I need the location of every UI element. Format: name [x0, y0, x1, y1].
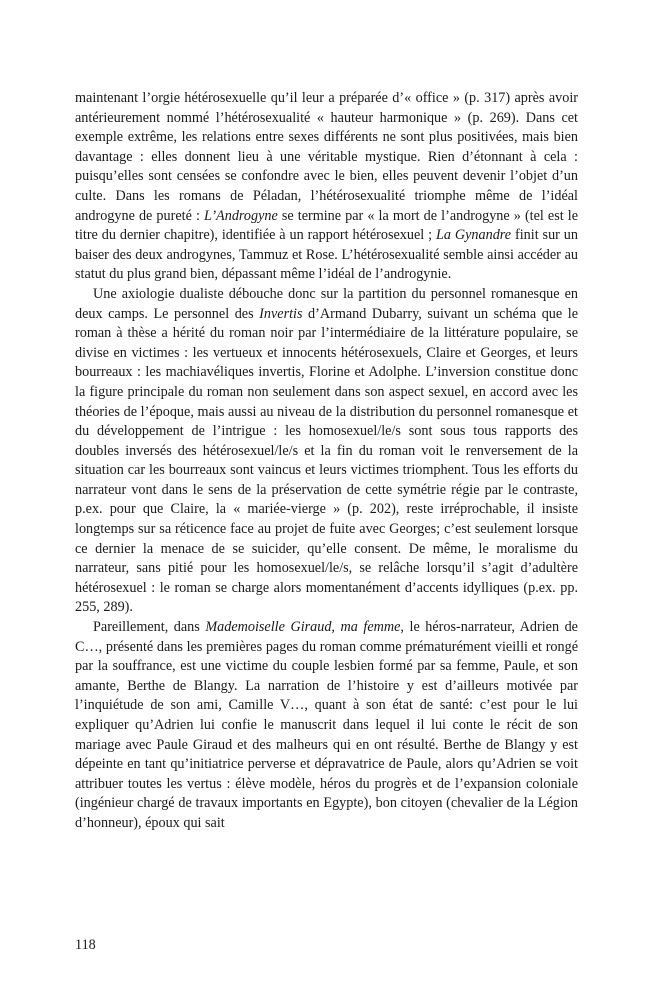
paragraph-2 — [75, 285, 578, 618]
italic-title: Invertis — [259, 305, 303, 322]
text-run: Une axiologie dualiste débouche donc sur la partition du personnel romanesque en deux camps. Le personnel des — [75, 285, 578, 322]
italic-title: Mademoiselle Giraud, ma femme — [205, 619, 401, 636]
body-text — [75, 89, 578, 834]
italic-title: La Gynandre — [435, 227, 512, 244]
paragraph-1 — [75, 89, 578, 285]
page-number: 118 — [75, 937, 96, 953]
text-run: d’Armand Dubarry, suivant un schéma que le roman à thèse a hérité du roman noir par l’intermédiaire de la littérature populaire, se divise en victimes : les vertueux et innocents hétérosexuels, Claire et Georges, et leurs bourreaux : les machiavéliques invertis, Florine et Adolphe. L’inversion constitue donc la figure principale du roman non seulement dans son aspect sexuel, en accord avec les théories de l’époque, mais aussi au niveau de la distribution du personnel romanesque et du développement de l’intrigue : les homosexuel/le/s sont sous tous rapports des doubles inversés des hétérosexuel/le/s et la fin du roman voit le renversement de la situation car les bourreaux sont vaincus et leurs victimes triomphent. Tous les efforts du narrateur vont dans le sens de la préservation de cette symétrie régie par le contraste, p.ex. pour que Claire, la « mariée-vierge » (p. 202), reste irréprochable, il insiste longtemps sur sa réticence face au projet de fuite avec Georges; c’est seulement lorsque ce dernier la menace de se suicider, qu’elle consent. De même, le moralisme du narrateur, sans pitié pour les homosexuel/le/s, se relâche lorsqu’il s’agit d’adultère hétérosexuel : le roman se charge alors momentanément d’accents idylliques (p.ex. pp. 255, 289). — [75, 305, 578, 616]
text-run: finit sur un baiser des deux androgynes, Tammuz et Rose. L’hétérosexualité semble ainsi accéder au statut du plus grand bien, dépassant même l’idéal de l’androgynie. — [75, 227, 578, 283]
italic-title: L’Androgyne — [203, 207, 278, 224]
text-run: Pareillement, dans — [93, 619, 206, 636]
text-run: se termine par « la mort de l’androgyne » (tel est le titre du dernier chapitre), identifiée à un rapport hétérosexuel ; — [75, 207, 578, 244]
text-run: maintenant l’orgie hétérosexuelle qu’il leur a préparée d’« office » (p. 317) après avoir antérieurement nommé l’hétérosexualité « hauteur harmonique » (p. 269). Dans cet exemple extrême, les relations entre sexes différents ne sont plus positivées, mais bien davantage : elles donnent lieu à une véritable mystique. Rien d’étonnant à cela : puisqu’elles sont censées se confondre avec le bien, elles peuvent devenir l’objet d’un culte. Dans les romans de Péladan, l’hétérosexualité triomphe même de l’idéal androgyne de pureté : — [75, 90, 578, 224]
text-run: , le héros-narrateur, Adrien de C…, présenté dans les premières pages du roman comme prématurément vieilli et rongé par la souffrance, est une victime du couple lesbien formé par sa femme, Paule, et son amante, Berthe de Blangy. La narration de l’histoire y est d’ailleurs motivée par l’inquiétude de son ami, Camille V…, quant à son état de santé: c’est pour le lui expliquer qu’Adrien lui confie le manuscrit dans lequel il lui conte le récit de son mariage avec Paule Giraud et des malheurs qui en ont résulté. Berthe de Blangy y est dépeinte en tant qu’initiatrice perverse et dépravatrice de Paule, alors qu’Adrien se voit attribuer toutes les vertus : élève modèle, héros du progrès et de l’expansion coloniale (ingénieur chargé de travaux importants en Egypte), bon citoyen (chevalier de la Légion d’honneur), époux qui sait — [75, 619, 578, 831]
paragraph-3 — [75, 618, 578, 834]
